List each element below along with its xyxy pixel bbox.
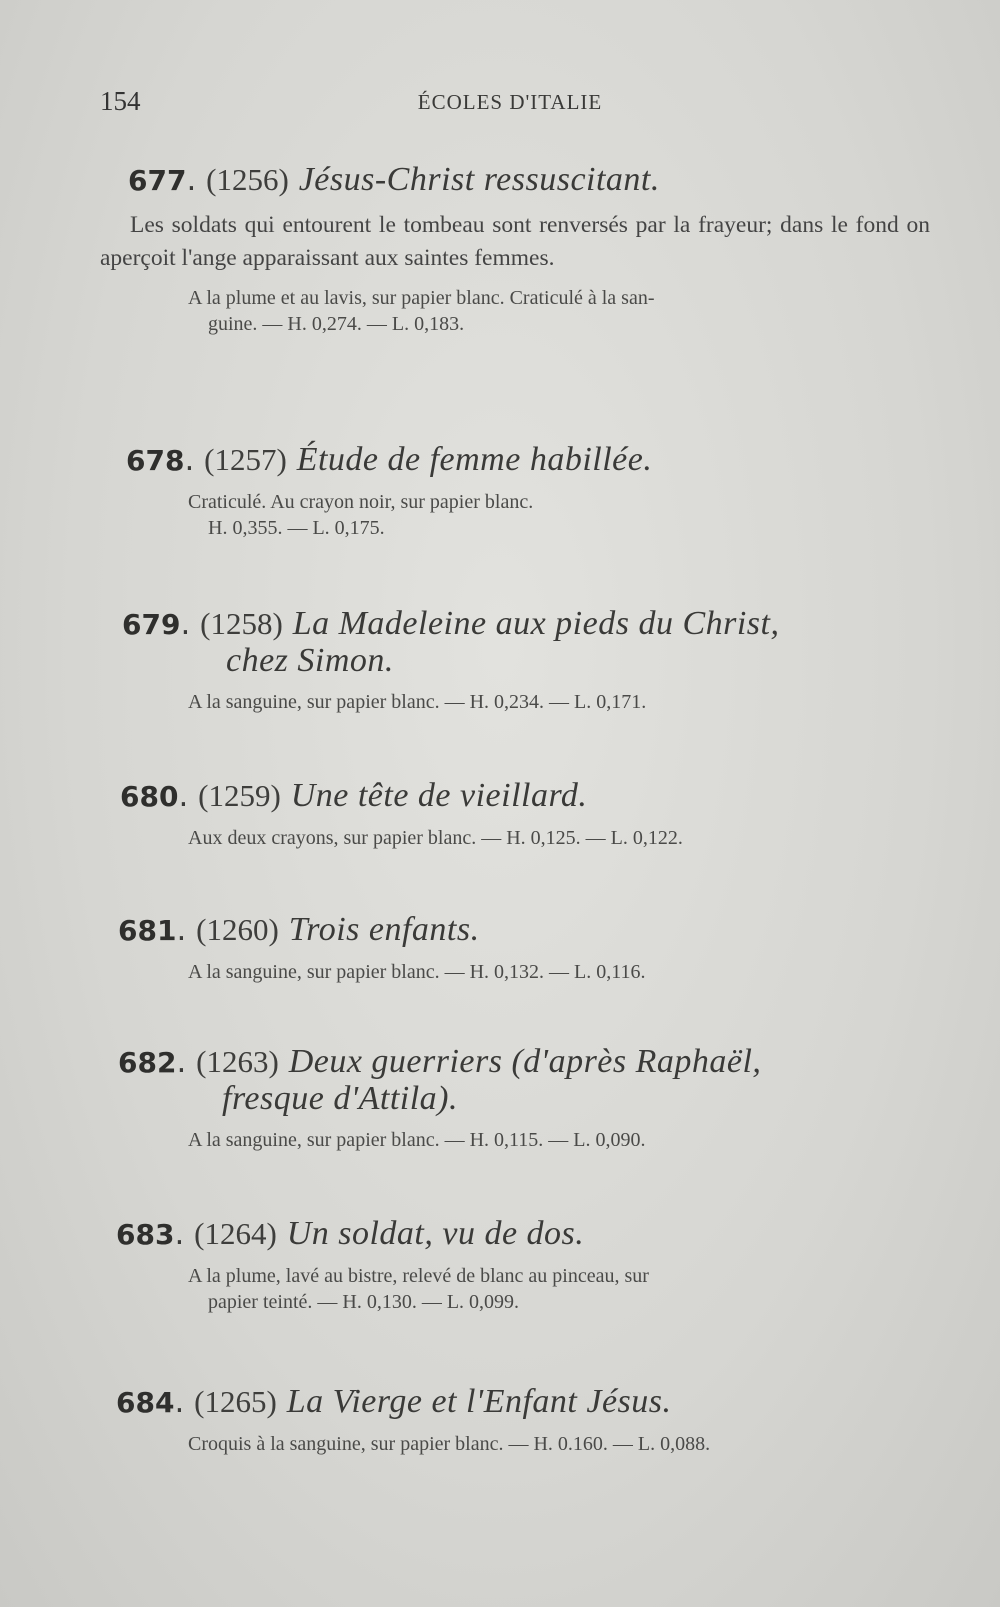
technique-line: Croquis à la sanguine, sur papier blanc. — H. 0.160. — L. 0,088. xyxy=(188,1433,711,1455)
description-text: Les soldats qui entourent le tombeau sont renversés par la frayeur; dans le fond on aperçoit l'ange apparaissant aux saintes femmes. xyxy=(100,212,930,271)
entry-heading: 678. (1257) Étude de femme habillée. xyxy=(126,441,653,478)
catalog-entry xyxy=(100,1044,930,1153)
entry-technique xyxy=(100,689,930,715)
entry-description xyxy=(100,209,930,275)
entry-technique xyxy=(100,489,930,541)
entry-title: La Madeleine aux pieds du Christ, xyxy=(292,605,780,642)
catalog-entry xyxy=(100,1384,930,1457)
technique-line: guine. — H. 0,274. — L. 0,183. xyxy=(208,313,465,335)
entry-technique xyxy=(100,825,930,851)
entry-number: 680 xyxy=(120,780,179,813)
catalog-entry xyxy=(100,442,930,541)
technique-line: papier teinté. — H. 0,130. — L. 0,099. xyxy=(208,1291,520,1313)
entry-technique xyxy=(100,1127,930,1153)
inventory-number: (1263) xyxy=(196,1044,279,1079)
catalog-entry xyxy=(100,1216,930,1315)
entry-heading: 677. (1256) Jésus-Christ ressuscitant. xyxy=(128,161,660,198)
page-number: 154 xyxy=(100,86,141,116)
entry-title: Trois enfants. xyxy=(288,911,480,948)
entry-technique xyxy=(100,285,930,337)
entry-heading: 681. (1260) Trois enfants. xyxy=(118,911,480,948)
technique-line: A la sanguine, sur papier blanc. — H. 0,115. — L. 0,090. xyxy=(188,1129,646,1151)
entry-technique xyxy=(100,959,930,985)
inventory-number: (1259) xyxy=(198,778,281,813)
entry-heading: 679. (1258) La Madeleine aux pieds du Christ, chez Simon. xyxy=(100,606,930,679)
entry-title: La Vierge et l'Enfant Jésus. xyxy=(286,1383,672,1420)
inventory-number: (1265) xyxy=(194,1384,277,1419)
page-header xyxy=(100,86,920,126)
inventory-number: (1257) xyxy=(204,442,287,477)
technique-line: H. 0,355. — L. 0,175. xyxy=(208,517,385,539)
technique-line: A la sanguine, sur papier blanc. — H. 0,132. — L. 0,116. xyxy=(188,961,646,983)
inventory-number: (1256) xyxy=(206,162,289,197)
entry-number: 681 xyxy=(118,914,177,947)
entry-heading: 682. (1263) Deux guerriers (d'après Raphaël, fresque d'Attila). xyxy=(100,1044,930,1117)
entry-technique xyxy=(100,1431,930,1457)
catalog-entry xyxy=(100,162,930,337)
entry-number: 678 xyxy=(126,444,185,477)
entry-title: Un soldat, vu de dos. xyxy=(286,1215,585,1252)
entry-heading: 684. (1265) La Vierge et l'Enfant Jésus. xyxy=(116,1383,672,1420)
catalog-entry xyxy=(100,606,930,715)
technique-line: A la plume, lavé au bistre, relevé de blanc au pinceau, sur xyxy=(188,1265,649,1287)
entry-title: Jésus-Christ ressuscitant. xyxy=(298,161,660,198)
inventory-number: (1264) xyxy=(194,1216,277,1251)
entry-title: Deux guerriers (d'après Raphaël, xyxy=(288,1043,762,1080)
inventory-number: (1258) xyxy=(200,606,283,641)
inventory-number: (1260) xyxy=(196,912,279,947)
technique-line: A la plume et au lavis, sur papier blanc. Craticulé à la san- xyxy=(188,287,655,309)
entry-heading: 680. (1259) Une tête de vieillard. xyxy=(120,777,588,814)
entry-title-continued: fresque d'Attila). xyxy=(222,1080,458,1117)
catalog-entry xyxy=(100,912,930,985)
entry-title: Étude de femme habillée. xyxy=(296,441,653,478)
catalog-entry xyxy=(100,778,930,851)
technique-line: Craticulé. Au crayon noir, sur papier blanc. xyxy=(188,491,534,513)
entry-number: 677 xyxy=(128,164,187,197)
entry-number: 682 xyxy=(118,1046,177,1079)
entry-number: 683 xyxy=(116,1218,175,1251)
entry-heading: 683. (1264) Un soldat, vu de dos. xyxy=(116,1215,585,1252)
technique-line: A la sanguine, sur papier blanc. — H. 0,234. — L. 0,171. xyxy=(188,691,647,713)
entry-title: Une tête de vieillard. xyxy=(290,777,588,814)
running-title: ÉCOLES D'ITALIE xyxy=(417,90,603,114)
technique-line: Aux deux crayons, sur papier blanc. — H. 0,125. — L. 0,122. xyxy=(188,827,683,849)
entry-number: 679 xyxy=(122,608,181,641)
entry-title-continued: chez Simon. xyxy=(226,642,394,679)
entry-technique xyxy=(100,1263,930,1315)
entry-number: 684 xyxy=(116,1386,175,1419)
